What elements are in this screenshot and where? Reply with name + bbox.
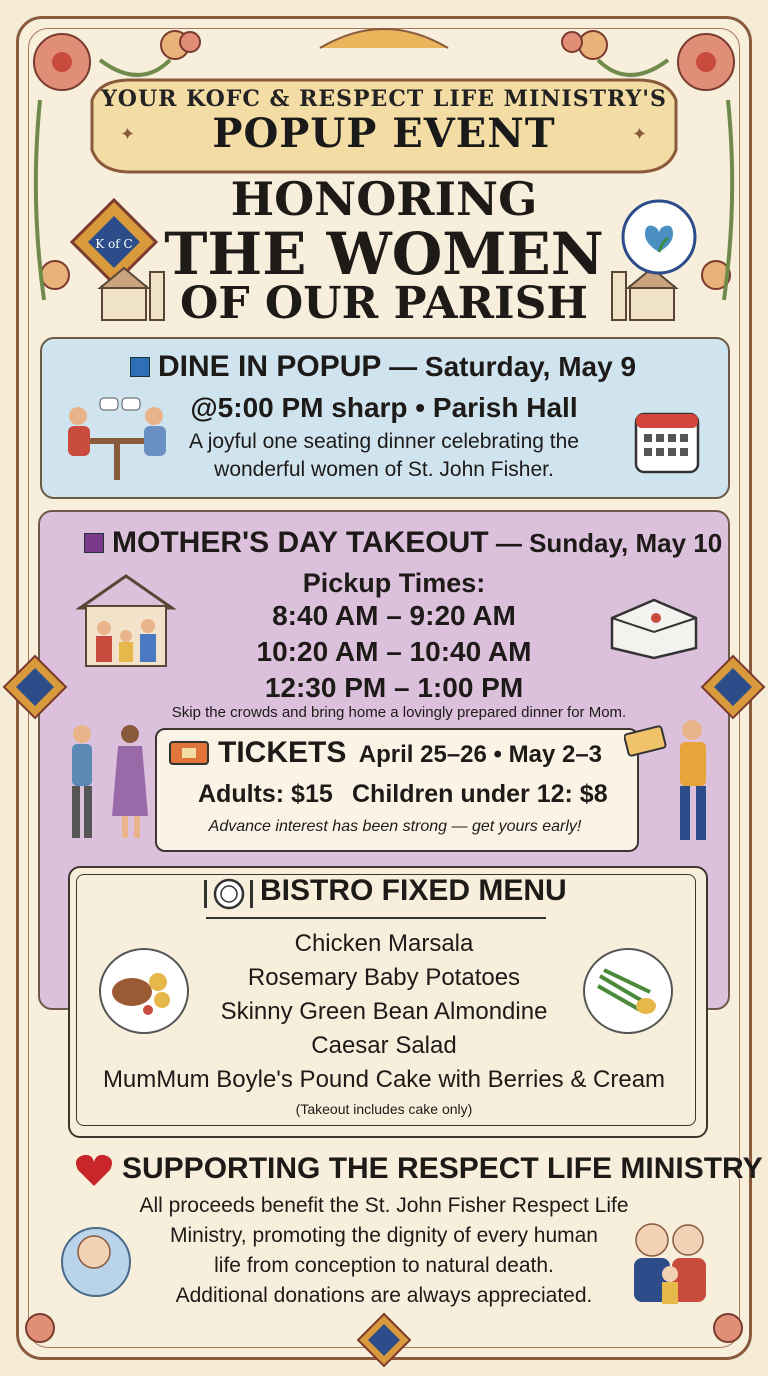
support-line: Ministry, promoting the dignity of every human — [170, 1224, 598, 1247]
header-event: POPUP EVENT — [212, 110, 556, 157]
menu-item: Caesar Salad — [311, 1032, 457, 1059]
svg-text:✦: ✦ — [120, 124, 136, 144]
support-line: Additional donations are always appreciated. — [175, 1284, 593, 1307]
kofc-logo-text: K of C — [95, 237, 133, 251]
menu-divider — [206, 917, 546, 919]
respect-life-logo — [620, 198, 698, 276]
baby-icon — [56, 1218, 136, 1300]
purple-square-icon — [84, 533, 104, 553]
man-with-ticket-icon — [624, 716, 720, 844]
title-line-1: HONORING — [230, 172, 538, 226]
menu-item: Skinny Green Bean Almondine — [220, 998, 548, 1025]
menu-heading: BISTRO FIXED MENU — [260, 874, 567, 907]
tickets-dates: April 25–26 • May 2–3 — [358, 741, 603, 768]
pickup-time-1: 8:40 AM – 9:20 AM — [272, 600, 516, 631]
dine-in-desc-2: wonderful women of St. John Fisher. — [214, 458, 554, 481]
calendar-icon — [634, 408, 700, 474]
plate-cutlery-icon — [202, 876, 256, 912]
tickets-note: Advance interest has been strong — get yours early! — [208, 818, 582, 835]
menu-item: MumMum Boyle's Pound Cake with Berries & Cream — [102, 1066, 666, 1093]
header-subtitle: YOUR KOFC & RESPECT LIFE MINISTRY'S — [101, 86, 667, 112]
takeout-box-icon — [604, 592, 704, 662]
couple-walking-icon — [58, 720, 154, 846]
heart-icon — [74, 1152, 114, 1188]
kofc-side-logo — [2, 654, 68, 720]
church-icon — [96, 262, 170, 322]
dine-in-date: — Saturday, May 9 — [381, 351, 637, 382]
grandparents-icon — [624, 1218, 716, 1308]
support-line: life from conception to natural death. — [214, 1254, 554, 1277]
dine-in-time-place: @5:00 PM sharp • Parish Hall — [190, 392, 578, 423]
tickets-heading: TICKETS — [218, 736, 347, 769]
tickets-children: Children under 12: $8 — [352, 780, 608, 808]
support-line: All proceeds benefit the St. John Fisher Respect Life — [139, 1194, 629, 1217]
menu-note: (Takeout includes cake only) — [295, 1101, 473, 1117]
takeout-heading-row — [84, 526, 724, 560]
svg-text:✦: ✦ — [632, 124, 648, 144]
pickup-time-2: 10:20 AM – 10:40 AM — [256, 636, 532, 667]
title-line-2: THE WOMEN — [164, 220, 604, 288]
takeout-heading: MOTHER'S DAY TAKEOUT — [112, 526, 489, 559]
dine-in-heading: DINE IN POPUP — [158, 350, 382, 383]
takeout-note: Skip the crowds and bring home a lovingly prepared dinner for Mom. — [171, 704, 627, 721]
blue-square-icon — [130, 357, 150, 377]
tickets-adults: Adults: $15 — [198, 780, 333, 808]
tickets-heading-row — [218, 736, 602, 770]
green-bean-plate-icon — [580, 946, 676, 1036]
dining-couple-icon — [60, 392, 170, 484]
family-home-icon — [74, 572, 178, 670]
title-line-3: OF OUR PARISH — [180, 278, 588, 329]
dine-in-desc-1: A joyful one seating dinner celebrating the — [189, 430, 579, 453]
kofc-side-logo — [700, 654, 766, 720]
takeout-date: — Sunday, May 10 — [488, 528, 723, 558]
support-heading: SUPPORTING THE RESPECT LIFE MINISTRY — [122, 1152, 763, 1185]
kofc-bottom-emblem — [356, 1312, 412, 1368]
menu-item: Rosemary Baby Potatoes — [247, 964, 521, 991]
chicken-plate-icon — [96, 946, 192, 1036]
pickup-label: Pickup Times: — [302, 568, 486, 598]
pickup-time-3: 12:30 PM – 1:00 PM — [264, 672, 524, 703]
ticket-icon — [168, 740, 210, 766]
menu-item: Chicken Marsala — [294, 930, 474, 957]
